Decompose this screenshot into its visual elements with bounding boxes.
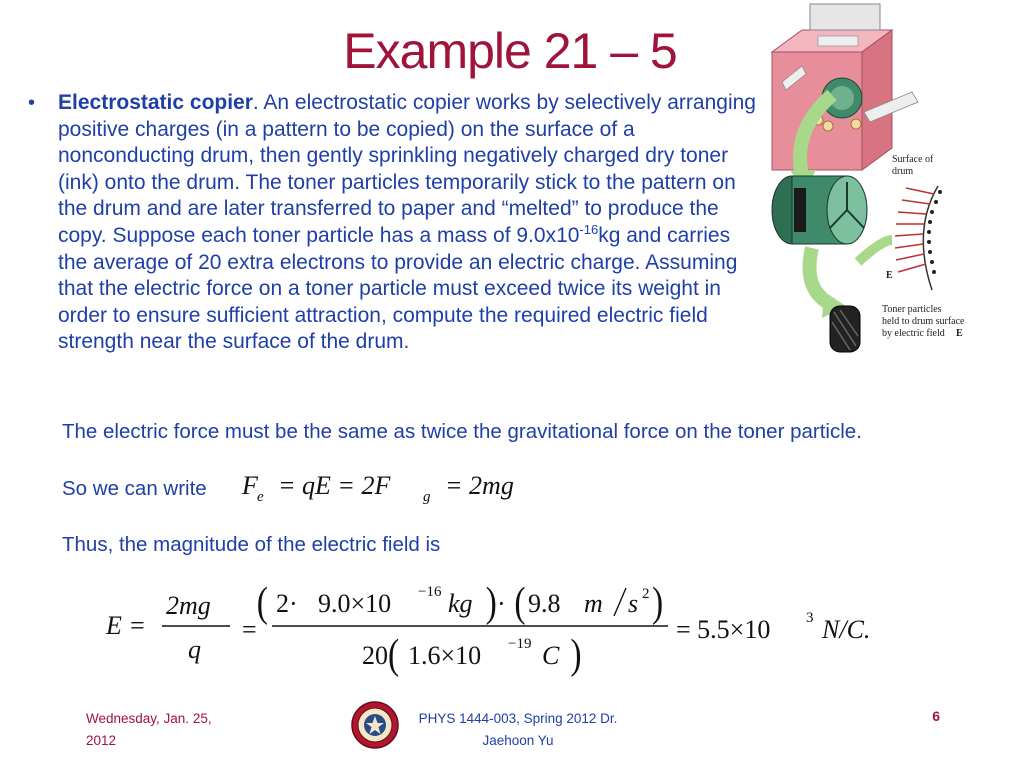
footer-date-line1: Wednesday, Jan. 25, [86, 711, 212, 726]
eq2-num-mass-exp: −16 [418, 584, 442, 600]
eq2-frac1-num: 2mg [166, 591, 211, 620]
eq2-paren-close-2: ) [652, 579, 664, 626]
eq2-num-dot: · [497, 589, 506, 618]
drum-detail-roller [830, 306, 860, 352]
footer-date-line2: 2012 [86, 733, 117, 748]
bullet-exponent: -16 [579, 221, 599, 237]
eq1-lhs-sub: e [257, 489, 264, 505]
page-number: 6 [932, 708, 940, 724]
label-toner-line2: held to drum surface [882, 316, 965, 327]
eq2-num-s-exp: 2 [642, 586, 650, 602]
footer-date [86, 708, 286, 752]
eq2-den-charge-exp: −19 [508, 636, 532, 652]
bullet-lead: Electrostatic copier [58, 91, 253, 114]
footer-course [388, 708, 648, 752]
eq2-result-unit: N/C. [822, 615, 871, 644]
label-surface-line1: Surface of [892, 154, 934, 165]
equation-force-balance [240, 468, 550, 508]
arrow-to-surface [858, 240, 892, 262]
label-toner-line1: Toner particles [882, 304, 942, 315]
drum-surface-detail [895, 186, 942, 290]
eq2-num-slash [614, 588, 626, 616]
eq2-paren-close-3: ) [570, 631, 582, 678]
eq2-num-two: 2· [276, 589, 298, 618]
copier-illustration [762, 0, 984, 362]
eq2-den-twenty: 20 [362, 641, 388, 670]
bullet-problem-text [58, 90, 758, 356]
footer-course-line1: PHYS 1444-003, Spring 2012 Dr. [418, 711, 618, 726]
slide-title: Example 21 – 5 [343, 23, 677, 79]
bullet-dot: • [28, 92, 36, 114]
bullet-part2: kg and carries the average of 20 extra electrons to provide an electric charge. Assuming that the electric force on a toner particle must exceed twice its weight in order to ensure sufficient attraction, compute the required electric field strength near the surface of the drum. [58, 223, 738, 354]
paragraph-force-equality: The electric force must be the same as twice the gravitational force on the toner particle. [62, 420, 862, 443]
eq2-num-mass: 9.0×10 [318, 589, 392, 618]
eq2-den-c: C [542, 641, 560, 670]
label-toner-line3: by electric field [882, 328, 945, 339]
eq1-lhs: F [242, 471, 258, 500]
eq2-paren-open-2: ( [514, 579, 526, 626]
eq2-num-s: s [628, 589, 639, 618]
eq2-num-g: 9.8 [528, 589, 561, 618]
eq1-term2: = 2mg [445, 471, 514, 500]
eq2-num-kg: kg [448, 589, 473, 618]
eq2-result: = 5.5×10 [676, 615, 771, 644]
paragraph-field-magnitude: Thus, the magnitude of the electric field is [62, 533, 441, 556]
eq2-equals: = [242, 615, 257, 644]
eq2-frac1-den: q [188, 635, 201, 664]
eq2-paren-open-3: ( [388, 631, 400, 678]
footer-course-line2: Jaehoon Yu [482, 733, 554, 748]
eq2-paren-close-1: ) [485, 579, 497, 626]
label-surface-line2: drum [892, 166, 914, 177]
eq2-num-m: m [584, 589, 603, 618]
label-field-e: E [886, 270, 893, 281]
equation-electric-field [100, 572, 920, 682]
eq2-paren-open-1: ( [256, 579, 268, 626]
eq2-lhs: E = [106, 611, 146, 640]
eq1-term1: = qE = 2F [278, 471, 391, 500]
label-toner-line3-e: E [956, 328, 963, 339]
eq2-den-charge: 1.6×10 [408, 641, 482, 670]
bullet-part1: . An electrostatic copier works by selectively arranging positive charges (in a pattern to be copied) on the surface of a nonconducting drum, then gently sprinkling negatively charged dry toner (ink) onto the drum. The toner particles temporarily stick to the pattern on the drum and are later transferred to paper and “melted” to produce the copy. Suppose each toner particle has a mass of 9.0x10 [58, 91, 756, 247]
eq1-term1-sub: g [423, 489, 431, 505]
drum-enlarged [772, 176, 867, 244]
paragraph-so-we-can-write: So we can write [62, 477, 207, 500]
eq2-result-exp: 3 [806, 610, 814, 626]
